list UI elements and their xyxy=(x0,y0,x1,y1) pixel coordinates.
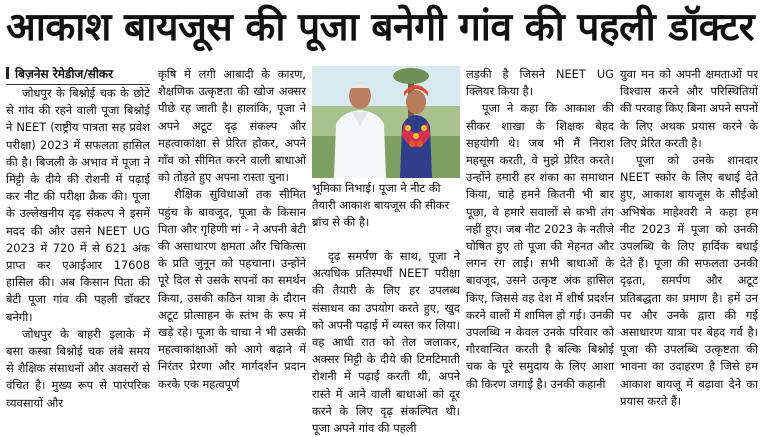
article-column-5 xyxy=(620,66,758,437)
photo-illustration xyxy=(312,66,460,178)
paragraph: शैक्षिक सुविधाओं तक सीमित पहुंच के बावजूद, पूजा के किसान पिता और गृहिणी मां - ने अपनी बेटी की असाधारण क्षमता और चिकित्सा के प्रति जुनून को पहचाना। उन्होंने पूरे दिल से उसके सपनों का समर्थन किया, उसकी कठिन यात्रा के दौरान अटूट प्रोत्साहन के स्तंभ के रूप में खड़े रहे। पूजा के चाचा ने भी उसकी महत्वाकांक्षाओं को आगे बढ़ाने में निरंतर प्रेरणा और मार्गदर्शन प्रदान करके एक महत्वपूर्ण xyxy=(158,187,306,391)
paragraph: जोधपुर के बाहरी इलाके में बसा कस्बा बिश्नोई चक लंबे समय से शैक्षिक संसाधनों और अवसरों से वंचित है। मुख्य रूप से पारंपरिक व्यवसायों और xyxy=(6,326,150,410)
article-column-2 xyxy=(158,66,306,437)
paragraph: दृढ़ समर्पण के साथ, पूजा ने अत्यधिक प्रतिस्पर्धी NEET परीक्षा की तैयारी के लिए हर उपलब्ध संसाधन का उपयोग करते हुए, खुद को अपनी पढ़ाई में व्यस्त कर लिया। वह आधी रात को तेल जलाकर, अक्सर मिट्टी के दीये की टिमटिमाती रोशनी में पढ़ाई करती थी, अपने रास्ते में आने वाली बाधाओं को दूर करने के लिए दृढ़ संकल्पित थी। पूजा अपने गांव की पहली xyxy=(312,249,460,436)
paragraph: पूजा को उनके शानदार NEET स्कोर के लिए बधाई देते हुए, आकाश बायजूस के सीईओ अभिषेक माहेश्वरी ने कहा हम नीट 2023 में पूजा को उनकी उपलब्धि के लिए हार्दिक बधाई देते हैं। पूजा की सफलता उनकी दृढ़ता, समर्पण और अटूट प्रतिबद्धता का प्रमाण है। हमें उन पर और उनके द्वारा की गई असाधारण यात्रा पर बेहद गर्व है। पूजा की उपलब्धि उत्कृष्टता की भावना का उदाहरण है जिसे हम आकाश बायजू में बढ़ावा देने का प्रयास करते हैं। xyxy=(620,153,758,408)
article-column-4 xyxy=(466,66,614,437)
paragraph: लड़की है जिसने NEET UG क्लियर किया है। xyxy=(466,67,614,99)
photo-caption-text xyxy=(312,180,460,248)
byline-text: बिज़नेस रेमेडीज/सीकर xyxy=(15,67,114,81)
paragraph: पूजा ने कहा कि आकाश की सीकर शाखा के शिक्षक बेहद सहयोगी थे। जब भी मैं निराश महसूस करती, वे मुझे प्रेरित करते। उन्होंने हमारी हर शंका का समाधान किया, चाहे हमने कितनी भी बार पूछा, वे हमारे सवालों से कभी तंग नहीं हुए। जब नीट 2023 के नतीजे घोषित हुए तो पूजा की मेहनत और लगन रंग लाई। सभी बाधाओं के बावजूद, उसने उत्कृष्ट अंक हासिल किए, जिससे वह देश में शीर्ष प्रदर्शन करने वालों में शामिल हो गई। उनकी उपलब्धि न केवल उनके परिवार को गौरवान्वित करती है बल्कि बिश्नोई चक के पूरे समुदाय के लिए आशा की किरण जगाई है। उनकी कहानी xyxy=(466,101,614,391)
article-column-1 xyxy=(6,66,150,437)
paragraph: भूमिका निभाई। पूजा ने नीट की तैयारी आकाश बायजूस की सीकर ब्रांच से की है। xyxy=(312,181,450,230)
paragraph: युवा मन को अपनी क्षमताओं पर विश्वास करने और परिस्थितियों की परवाह किए बिना अपने सपनों के लिए अथक प्रयास करने के लिए प्रेरित करती है। xyxy=(620,67,758,150)
article-column-3 xyxy=(312,248,460,437)
paragraph: कृषि में लगी आबादी के कारण, शैक्षणिक उत्कृष्टता की खोज अक्सर पीछे रह जाती है। हालांकि, पूजा ने अपने अटूट दृढ़ संकल्प और महत्वाकांक्षा से प्रेरित होकर, अपने गाँव को सीमित करने वाली बाधाओं को तोड़ते हुए अपना रास्ता चुना। xyxy=(158,67,306,185)
article-photo xyxy=(312,66,460,178)
byline xyxy=(6,66,150,85)
paragraph: जोधपुर के बिश्नोई चक के छोटे से गांव की रहने वाली पूजा बिश्नोई ने NEET (राष्ट्रीय पात्रता सह प्रवेश परीक्षा) 2023 में सफलता हासिल की है। बिजली के अभाव में पूजा ने मिट्टी के दीये की रोशनी में पढ़ाई कर नीट की परीक्षा क्रैक की। पूजा के उल्लेखनीय दृढ़ संकल्प ने इसमें मदद की और उसने NEET UG 2023 में 720 में से 621 अंक प्राप्त कर एआईआर 17608 हासिल की। अब किसान पिता की बेटी पूजा गांव की पहली डॉक्टर बनेगी। xyxy=(6,86,150,324)
headline: आकाश बायजूस की पूजा बनेगी गांव की पहली डॉक्टर xyxy=(6,5,755,50)
